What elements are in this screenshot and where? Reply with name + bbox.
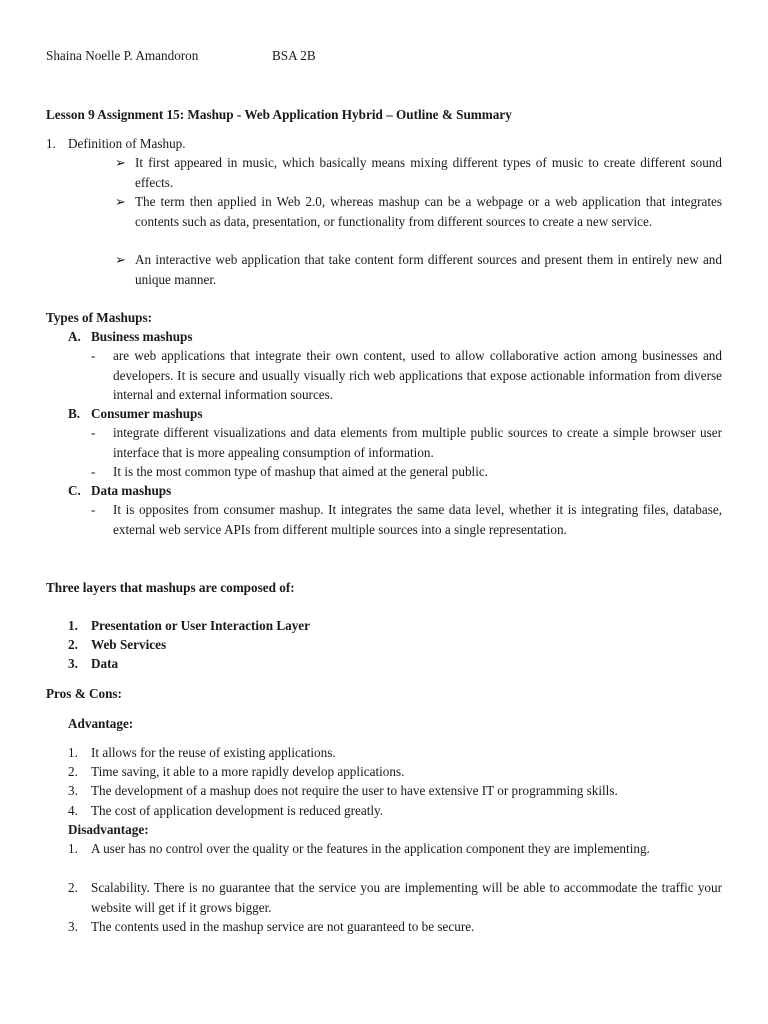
document-title: Lesson 9 Assignment 15: Mashup - Web Application Hybrid – Outline & Summary — [46, 107, 512, 122]
layers-heading: Three layers that mashups are composed of: — [46, 580, 295, 595]
advantage-number: 3. — [68, 783, 78, 798]
advantage-number: 1. — [68, 745, 78, 760]
definition-bullet: The term then applied in Web 2.0, whereas mashup can be a webpage or a web application that integrates contents such as data, presentation, or functionality from different sources to create a new service. — [135, 194, 722, 229]
advantage-item: Time saving, it able to a more rapidly develop applications. — [91, 764, 405, 779]
type-name: Consumer mashups — [91, 406, 203, 421]
type-point: It is the most common type of mashup that aimed at the general public. — [113, 464, 489, 479]
definition-number: 1. — [46, 136, 56, 151]
layer-item: Web Services — [91, 637, 167, 652]
arrow-bullet-icon: ➢ — [115, 194, 127, 209]
layer-number: 2. — [68, 637, 78, 652]
dash-bullet: - — [91, 348, 96, 363]
dash-bullet: - — [91, 425, 96, 440]
types-heading: Types of Mashups: — [46, 310, 153, 325]
advantage-heading: Advantage: — [68, 716, 134, 731]
advantage-item: The development of a mashup does not require the user to have extensive IT or programming skills. — [91, 783, 618, 798]
layer-number: 1. — [68, 618, 78, 633]
author-name: Shaina Noelle P. Amandoron — [46, 48, 199, 63]
type-point: integrate different visualizations and data elements from multiple public sources to create a simple browser user interface that is more appealing consumption of information. — [113, 425, 722, 460]
definition-bullet: It first appeared in music, which basically means mixing different types of music to create different sound effects. — [135, 155, 722, 190]
advantage-item: The cost of application development is reduced greatly. — [91, 803, 384, 818]
layer-item: Data — [91, 656, 119, 671]
dash-bullet: - — [91, 464, 96, 479]
type-letter: C. — [68, 483, 81, 498]
disadvantage-number: 1. — [68, 841, 78, 856]
advantage-number: 2. — [68, 764, 78, 779]
type-letter: B. — [68, 406, 81, 421]
disadvantage-item: Scalability. There is no guarantee that the service you are implementing will be able to accommodate the traffic your website will get if it grows bigger. — [91, 880, 722, 915]
disadvantage-item: The contents used in the mashup service are not guaranteed to be secure. — [91, 919, 475, 934]
arrow-bullet-icon: ➢ — [115, 155, 127, 170]
type-point: are web applications that integrate their own content, used to allow collaborative action among businesses and developers. It is secure and usually visually rich web applications that expose actionable information from diverse internal and external information sources. — [113, 348, 722, 402]
type-point: It is opposites from consumer mashup. It integrates the same data level, whether it is integrating files, database, external web service APIs from different multiple sources into a single representation. — [113, 502, 722, 537]
disadvantage-number: 2. — [68, 880, 78, 895]
disadvantage-number: 3. — [68, 919, 78, 934]
disadvantage-heading: Disadvantage: — [68, 822, 149, 837]
definition-heading: Definition of Mashup. — [68, 136, 186, 151]
layer-item: Presentation or User Interaction Layer — [91, 618, 311, 633]
disadvantage-item: A user has no control over the quality or the features in the application component they are implementing. — [91, 841, 650, 856]
pros-cons-heading: Pros & Cons: — [46, 686, 122, 701]
type-name: Business mashups — [91, 329, 193, 344]
definition-bullet: An interactive web application that take content form different sources and present them in entirely new and unique manner. — [135, 252, 722, 287]
advantage-item: It allows for the reuse of existing applications. — [91, 745, 336, 760]
type-name: Data mashups — [91, 483, 172, 498]
class-section: BSA 2B — [272, 48, 316, 63]
arrow-bullet-icon: ➢ — [115, 252, 127, 267]
advantage-number: 4. — [68, 803, 78, 818]
dash-bullet: - — [91, 502, 96, 517]
layer-number: 3. — [68, 656, 78, 671]
type-letter: A. — [68, 329, 81, 344]
